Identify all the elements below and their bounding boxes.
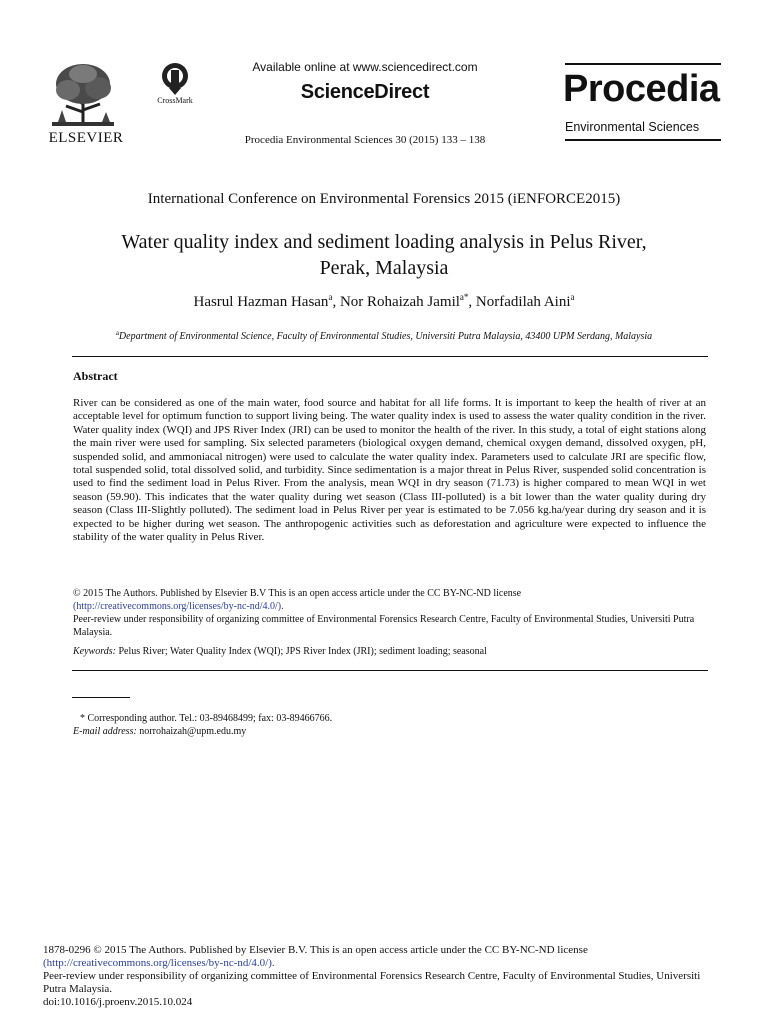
conference-name: International Conference on Environmental Forensics 2015 (iENFORCE2015) [147,191,621,207]
abstract-heading: Abstract [73,369,118,383]
license-link[interactable]: (http://creativecommons.org/licenses/by-nc-nd/4.0/). [73,601,284,612]
procedia-subtitle: Environmental Sciences [565,120,700,134]
sciencedirect-logo: ScienceDirect [300,81,430,103]
abstract-text: River can be considered as one of the main water, food source and habitat for all life forms. It is important to keep the health of river at an acceptable level for optimum function to support living being. The water quality index is used to assess the water quality condition in the river. Water quality index (WQI) and JPS River Index (JRI) can be used to monitor the health of the river. In this study, a total of eight stations along the main river were used for sampling. Six selected parameters (biological oxygen demand, chemical oxygen demand, dissolved oxygen, pH, suspended solid, and ammoniacal nitrogen) were used to calculate the water quality index. Parameters used to calculate JRI are specific flow, total suspended solid, total dissolved solid, and turbidity. Since sedimentation is a major threat in Pelus River, suspended solid concentration is used to find the sediment load in Pelus River. From the analysis, mean WQI in dry season (71.73) is higher compared to mean WQI in wet season (59.90). This indicates that the water quality during wet season (Class III-polluted) is a bit lower than the water quality during dry season (Class III-Slightly polluted). The sediment load in Pelus River per year is estimated to be 7.056 kg.ha/year during dry season and it is expected to be higher during wet season. The anthropogenic activities such as deforestation and agriculture were expected to influence the stability of the water quality in Pelus River. [73,397,706,544]
peer-review-statement: Peer-review under responsibility of organizing committee of Environmental Forensics Research Centre, Faculty of Environmental Studies, Universiti Putra Malaysia. [73,614,695,638]
author-name: Hasrul Hazman Hasan [193,294,329,310]
author-affiliation-mark: a [570,292,575,302]
crossmark-icon [161,62,189,96]
paper-title [60,229,708,281]
footer-doi[interactable]: doi:10.1016/j.proenv.2015.10.024 [43,996,193,1008]
title-line-1: Water quality index and sediment loading analysis in Pelus River, [121,231,647,253]
elsevier-tree-icon [48,60,118,130]
author-list [60,292,708,311]
title-line-2: Perak, Malaysia [319,257,449,279]
email-address[interactable]: norrohaizah@upm.edu.my [139,726,247,737]
procedia-bottom-rule [565,139,721,141]
footer-license-link[interactable]: (http://creativecommons.org/licenses/by-nc-nd/4.0/). [43,957,275,969]
procedia-top-rule [565,63,721,65]
divider-bottom [72,670,708,671]
author-name: Norfadilah Aini [475,294,571,310]
author-separator: , [468,294,476,310]
license-statement: © 2015 The Authors. Published by Elsevier B.V This is an open access article under the CC BY-NC-ND license [73,588,522,599]
keywords-label: Keywords: [73,646,116,657]
keywords-list: Pelus River; Water Quality Index (WQI); JPS River Index (JRI); sediment loading; seasonal [118,646,487,657]
author-separator: , [332,294,340,310]
affiliation-mark: a [115,329,119,337]
email-line [73,726,246,737]
author-name: Nor Rohaizah Jamil [339,294,460,310]
author-affiliation-mark: a [328,292,333,302]
footnote-rule [72,697,130,698]
procedia-logo: Procedia [563,68,720,110]
license-block [73,587,713,639]
footer-issn-license: 1878-0296 © 2015 The Authors. Published by Elsevier B.V. This is an open access article under the CC BY-NC-ND license [43,944,588,956]
crossmark-label: CrossMark [157,96,193,105]
journal-reference: Procedia Environmental Sciences 30 (2015) 133 – 138 [244,134,486,146]
corresponding-author-note: * Corresponding author. Tel.: 03-89468499; fax: 03-89466766. [80,713,333,724]
email-label: E-mail address: [73,726,137,737]
divider-top [72,356,708,357]
affiliation-text: Department of Environmental Science, Faculty of Environmental Studies, Universiti Putra Malaysia, 43400 UPM Serdang, Malaysia [118,331,653,342]
keywords-line [73,646,713,657]
author-affiliation-mark: a* [459,292,469,302]
elsevier-logo [44,60,128,146]
affiliation [60,329,708,342]
available-online-text: Available online at www.sciencedirect.com [252,60,478,74]
crossmark-badge[interactable] [150,62,200,112]
footer-peer-review: Peer-review under responsibility of organizing committee of Environmental Forensics Research Centre, Faculty of Environmental Studies, Universiti Putra Malaysia. [43,970,701,995]
page-footer [43,944,723,1009]
publisher-wordmark: ELSEVIER [48,130,124,146]
